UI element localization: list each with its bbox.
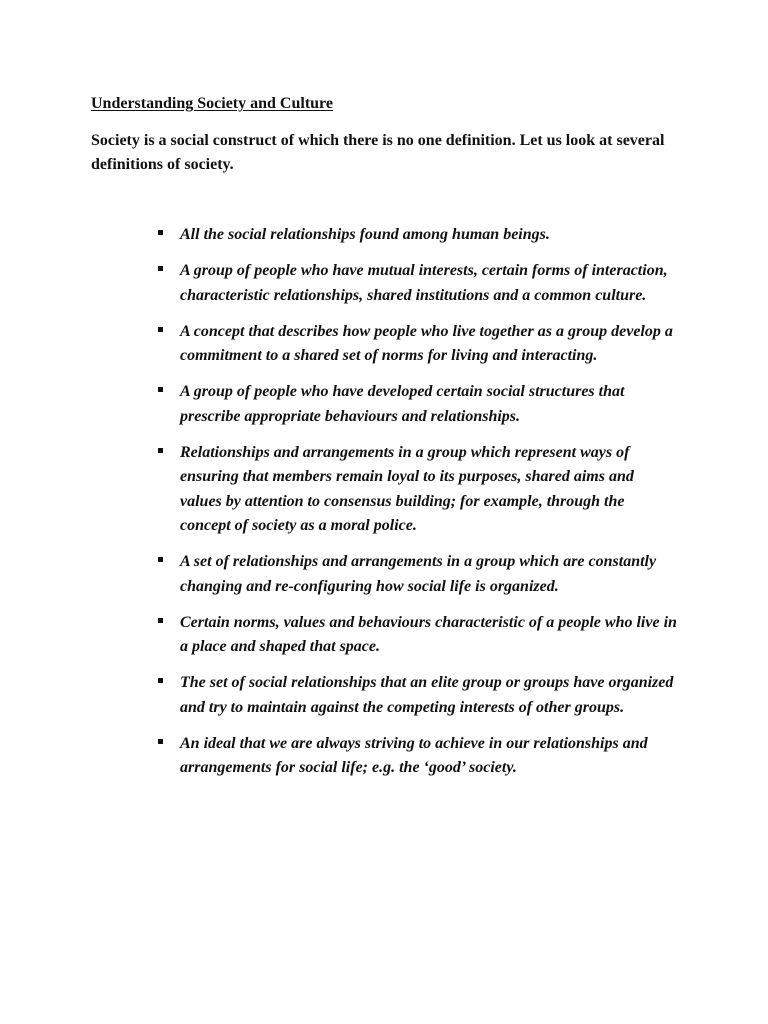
definition-text: A group of people who have developed certain social structures that prescribe appropriate behaviours and relationships. xyxy=(180,383,625,425)
square-bullet-icon xyxy=(158,618,163,623)
list-item xyxy=(91,223,678,247)
definition-text: Certain norms, values and behaviours characteristic of a people who live in a place and shaped that space. xyxy=(180,613,677,656)
list-item xyxy=(91,550,678,599)
square-bullet-icon xyxy=(158,387,163,392)
definition-text: A set of relationships and arrangements in a group which are constantly changing and re-configuring how social life is organized. xyxy=(180,553,657,595)
intro-paragraph: Society is a social construct of which there is no one definition. Let us look at several definitions of society. xyxy=(91,132,665,173)
list-item xyxy=(91,671,678,720)
square-bullet-icon xyxy=(158,557,163,562)
definitions-list xyxy=(91,223,678,781)
square-bullet-icon xyxy=(158,678,163,683)
list-item xyxy=(91,611,678,660)
square-bullet-icon xyxy=(158,448,163,453)
definition-text: All the social relationships found among human beings. xyxy=(180,226,550,243)
square-bullet-icon xyxy=(158,327,163,332)
square-bullet-icon xyxy=(158,739,163,744)
square-bullet-icon xyxy=(158,230,163,235)
list-item xyxy=(91,380,678,429)
document-title: Understanding Society and Culture xyxy=(91,95,333,112)
definition-text: The set of social relationships that an elite group or groups have organized and try to maintain against the competing interests of other groups. xyxy=(180,674,674,716)
list-item xyxy=(91,320,678,369)
definition-text: Relationships and arrangements in a group which represent ways of ensuring that members remain loyal to its purposes, shared aims and values by attention to consensus building; for example, through the concept of society as a moral police. xyxy=(180,444,634,534)
square-bullet-icon xyxy=(158,266,163,271)
list-item xyxy=(91,259,678,308)
list-item xyxy=(91,441,678,538)
definition-text: A concept that describes how people who live together as a group develop a commitment to a shared set of norms for living and interacting. xyxy=(180,322,673,365)
list-item xyxy=(91,732,678,781)
definition-text: An ideal that we are always striving to achieve in our relationships and arrangements for social life; e.g. the ‘good’ society. xyxy=(180,735,648,777)
definition-text: A group of people who have mutual interests, certain forms of interaction, characteristic relationships, shared institutions and a common culture. xyxy=(180,262,668,304)
